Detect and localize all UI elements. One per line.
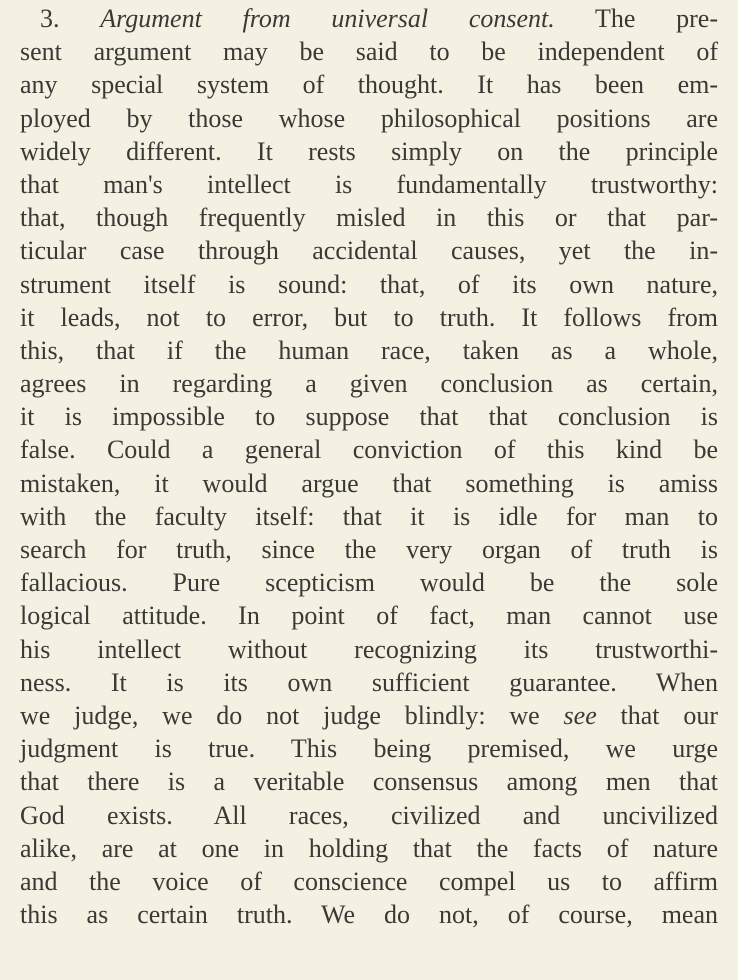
text-line: false. Could a general conviction of this kind be [20,435,718,465]
text-line: ticular case through accidental causes, yet the in- [20,236,718,266]
text-line: strument itself is sound: that, of its own nature, [20,269,718,299]
text-line: search for truth, since the very organ of truth is [20,535,718,564]
text-segment: we judge, we do not judge blindly: we [20,700,564,730]
emphasized-word: see [563,700,597,730]
text-line: and the voice of conscience compel us to affirm [20,866,718,896]
text-line: widely different. It rests simply on the principle [20,136,718,166]
text-line: alike, are at one in holding that the facts of nature [20,833,718,863]
text-line: with the faculty itself: that it is idle for man to [20,501,718,531]
text-line: that there is a veritable consensus among men that [20,767,718,797]
text-line: judgment is true. This being premised, we urge [20,734,718,764]
heading-continuation: The pre- [554,4,718,33]
section-number: 3. [40,4,60,33]
text-line: it leads, not to error, but to truth. It follows from [20,302,718,332]
text-line: his intellect without recognizing its trustworthi- [20,634,718,664]
text-line: it is impossible to suppose that that conclusion is [20,402,718,432]
text-segment: that our [596,700,718,730]
text-line-heading [0,2,738,35]
text-line: fallacious. Pure scepticism would be the sole [20,568,718,598]
text-line: this as certain truth. We do not, of course, mean [20,900,718,930]
text-line-emphasis [0,699,738,732]
text-line: this, that if the human race, taken as a whole, [20,335,718,365]
text-line: mistaken, it would argue that something is amiss [20,468,718,498]
text-line: logical attitude. In point of fact, man cannot use [20,601,718,631]
text-line: that, though frequently misled in this or that par- [20,203,718,233]
text-line: any special system of thought. It has been em- [20,70,718,100]
text-line: ness. It is its own sufficient guarantee. When [20,667,718,697]
text-line: ployed by those whose philosophical positions are [20,103,718,133]
text-line: sent argument may be said to be independent of [20,37,718,67]
text-line: God exists. All races, civilized and uncivilized [20,800,718,830]
text-line: that man's intellect is fundamentally trustworthy: [20,169,718,199]
section-heading: Argument from universal consent. [100,4,555,33]
text-line: agrees in regarding a given conclusion as certain, [20,369,718,399]
